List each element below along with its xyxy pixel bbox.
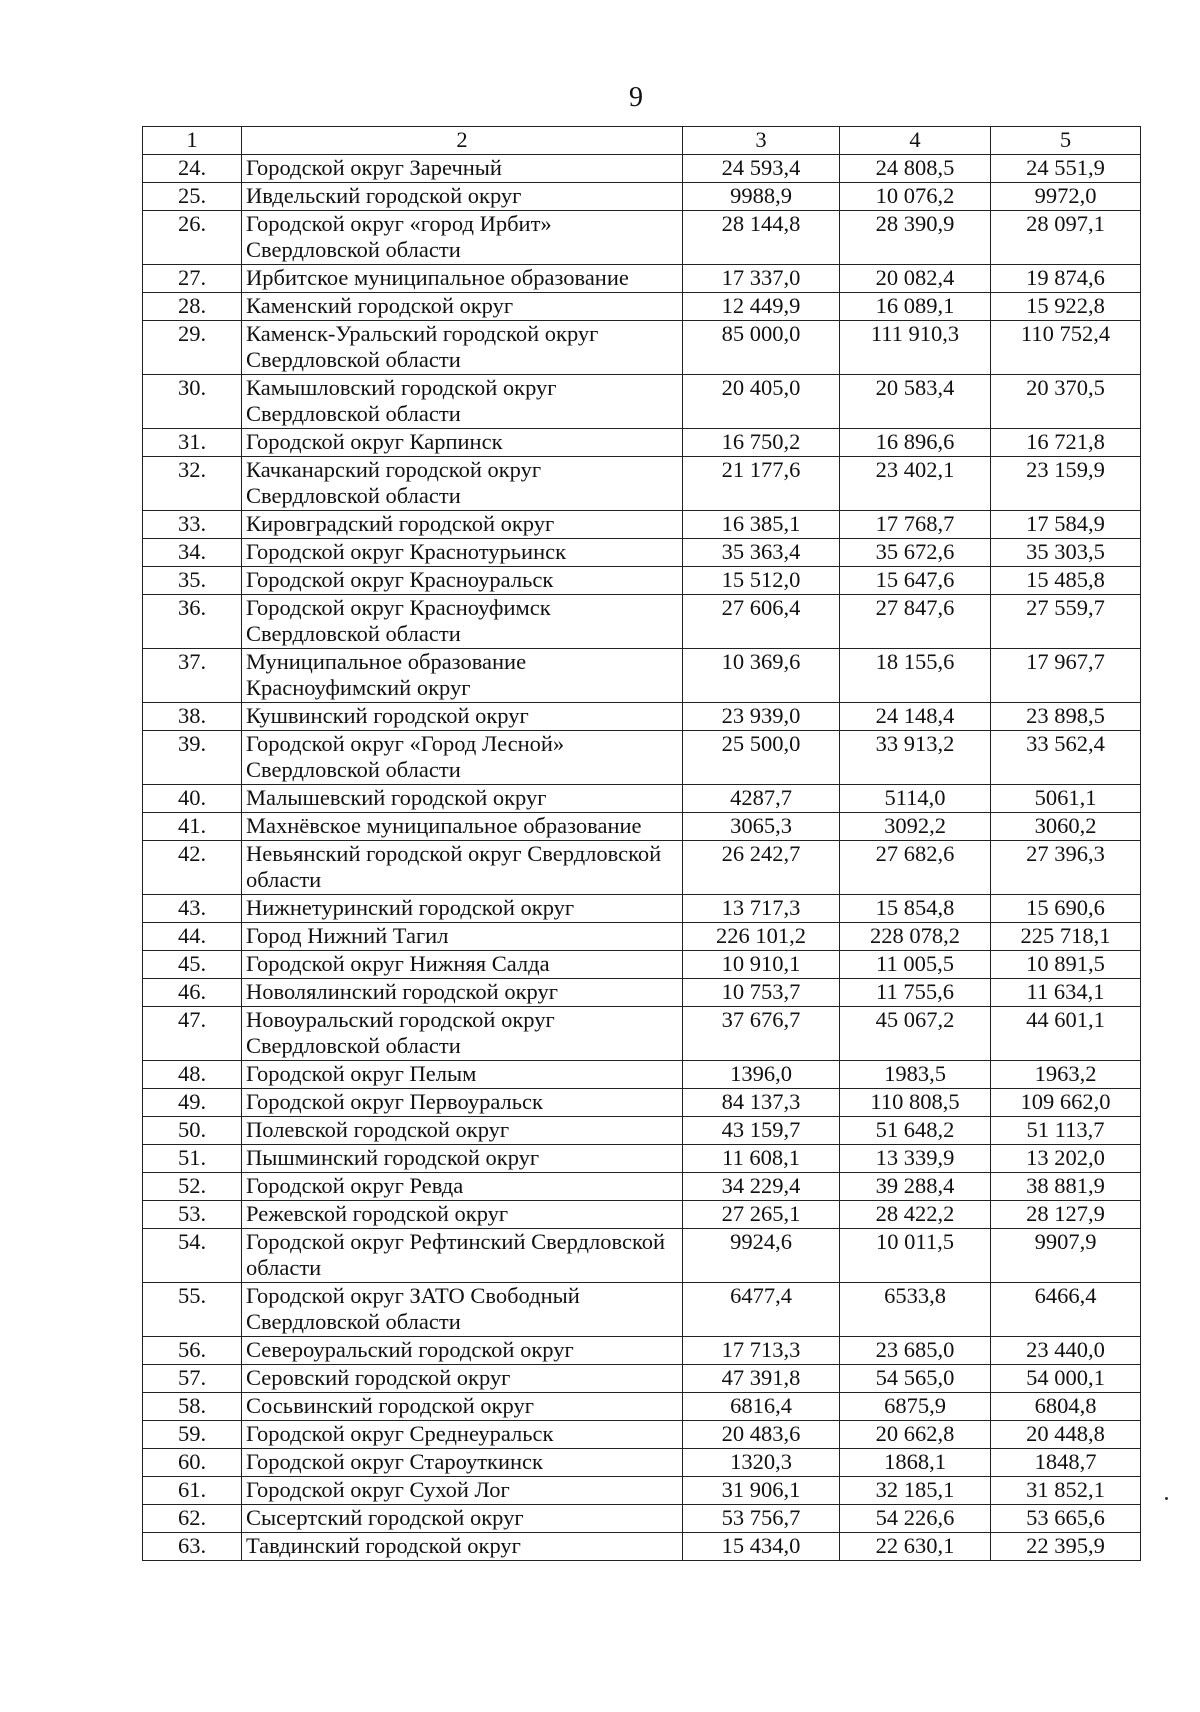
column-3-value-cell: 9924,6 — [683, 1229, 840, 1283]
column-4-value-cell: 110 808,5 — [840, 1089, 991, 1117]
table-row — [143, 979, 1141, 1007]
table-row — [143, 703, 1141, 731]
row-number-cell: 26. — [143, 211, 242, 265]
column-4-value-cell: 17 768,7 — [840, 511, 991, 539]
municipality-name-cell: Городской округ Среднеуральск — [242, 1421, 683, 1449]
column-5-value-cell: 9972,0 — [991, 183, 1141, 211]
column-3-value-cell: 24 593,4 — [683, 155, 840, 183]
column-4-value-cell: 11 755,6 — [840, 979, 991, 1007]
column-3-value-cell: 1396,0 — [683, 1061, 840, 1089]
column-4-value-cell: 16 089,1 — [840, 293, 991, 321]
table-row — [143, 183, 1141, 211]
table-row — [143, 595, 1141, 649]
row-number-cell: 45. — [143, 951, 242, 979]
municipality-name-cell: Сосьвинский городской округ — [242, 1393, 683, 1421]
column-5-value-cell: 3060,2 — [991, 813, 1141, 841]
column-4-value-cell: 23 685,0 — [840, 1337, 991, 1365]
row-number-cell: 53. — [143, 1201, 242, 1229]
column-5-value-cell: 6466,4 — [991, 1283, 1141, 1337]
header-cell-5: 5 — [991, 127, 1141, 155]
column-5-value-cell: 17 967,7 — [991, 649, 1141, 703]
column-4-value-cell: 39 288,4 — [840, 1173, 991, 1201]
column-4-value-cell: 51 648,2 — [840, 1117, 991, 1145]
column-4-value-cell: 22 630,1 — [840, 1533, 991, 1561]
column-3-value-cell: 1320,3 — [683, 1449, 840, 1477]
table-row — [143, 1477, 1141, 1505]
header-cell-4: 4 — [840, 127, 991, 155]
table-row — [143, 321, 1141, 375]
table-row — [143, 731, 1141, 785]
municipality-name-cell: Сысертский городской округ — [242, 1505, 683, 1533]
municipality-name-cell: Полевской городской округ — [242, 1117, 683, 1145]
column-4-value-cell: 1868,1 — [840, 1449, 991, 1477]
table-row — [143, 1421, 1141, 1449]
column-4-value-cell: 13 339,9 — [840, 1145, 991, 1173]
data-table — [142, 126, 1141, 1561]
column-4-value-cell: 24 148,4 — [840, 703, 991, 731]
row-number-cell: 50. — [143, 1117, 242, 1145]
row-number-cell: 44. — [143, 923, 242, 951]
table-row — [143, 785, 1141, 813]
column-5-value-cell: 28 127,9 — [991, 1201, 1141, 1229]
column-3-value-cell: 15 512,0 — [683, 567, 840, 595]
column-5-value-cell: 54 000,1 — [991, 1365, 1141, 1393]
column-3-value-cell: 10 910,1 — [683, 951, 840, 979]
municipality-name-cell: Городской округ Сухой Лог — [242, 1477, 683, 1505]
municipality-name-cell: Тавдинский городской округ — [242, 1533, 683, 1561]
municipality-name-cell: Североуральский городской округ — [242, 1337, 683, 1365]
column-5-value-cell: 15 485,8 — [991, 567, 1141, 595]
column-4-value-cell: 11 005,5 — [840, 951, 991, 979]
column-4-value-cell: 20 583,4 — [840, 375, 991, 429]
row-number-cell: 34. — [143, 539, 242, 567]
column-3-value-cell: 226 101,2 — [683, 923, 840, 951]
column-3-value-cell: 17 337,0 — [683, 265, 840, 293]
column-4-value-cell: 27 682,6 — [840, 841, 991, 895]
row-number-cell: 40. — [143, 785, 242, 813]
column-3-value-cell: 35 363,4 — [683, 539, 840, 567]
row-number-cell: 38. — [143, 703, 242, 731]
table-row — [143, 293, 1141, 321]
header-cell-2: 2 — [242, 127, 683, 155]
column-4-value-cell: 28 422,2 — [840, 1201, 991, 1229]
municipality-name-cell: Городской округ Карпинск — [242, 429, 683, 457]
column-5-value-cell: 31 852,1 — [991, 1477, 1141, 1505]
column-5-value-cell: 28 097,1 — [991, 211, 1141, 265]
municipality-name-cell: Городской округ Заречный — [242, 155, 683, 183]
municipality-name-cell: Городской округ Первоуральск — [242, 1089, 683, 1117]
column-4-value-cell: 10 011,5 — [840, 1229, 991, 1283]
municipality-name-cell: Городской округ Ревда — [242, 1173, 683, 1201]
table-row — [143, 1061, 1141, 1089]
municipality-name-cell: Кушвинский городской округ — [242, 703, 683, 731]
header-cell-1: 1 — [143, 127, 242, 155]
column-3-value-cell: 6477,4 — [683, 1283, 840, 1337]
row-number-cell: 49. — [143, 1089, 242, 1117]
table-row — [143, 1007, 1141, 1061]
row-number-cell: 25. — [143, 183, 242, 211]
column-3-value-cell: 17 713,3 — [683, 1337, 840, 1365]
column-4-value-cell: 20 082,4 — [840, 265, 991, 293]
municipality-name-cell: Городской округ Красноуфимск Свердловской области — [242, 595, 683, 649]
column-5-value-cell: 15 922,8 — [991, 293, 1141, 321]
column-4-value-cell: 54 226,6 — [840, 1505, 991, 1533]
municipality-name-cell: Новоуральский городской округ Свердловской области — [242, 1007, 683, 1061]
column-4-value-cell: 228 078,2 — [840, 923, 991, 951]
table-body — [143, 155, 1141, 1561]
column-5-value-cell: 15 690,6 — [991, 895, 1141, 923]
column-5-value-cell: 27 559,7 — [991, 595, 1141, 649]
municipality-name-cell: Городской округ ЗАТО Свободный Свердловской области — [242, 1283, 683, 1337]
row-number-cell: 63. — [143, 1533, 242, 1561]
row-number-cell: 46. — [143, 979, 242, 1007]
column-3-value-cell: 12 449,9 — [683, 293, 840, 321]
column-3-value-cell: 34 229,4 — [683, 1173, 840, 1201]
column-3-value-cell: 4287,7 — [683, 785, 840, 813]
table-row — [143, 1283, 1141, 1337]
row-number-cell: 30. — [143, 375, 242, 429]
row-number-cell: 27. — [143, 265, 242, 293]
column-4-value-cell: 28 390,9 — [840, 211, 991, 265]
row-number-cell: 62. — [143, 1505, 242, 1533]
row-number-cell: 61. — [143, 1477, 242, 1505]
table-row — [143, 211, 1141, 265]
column-3-value-cell: 13 717,3 — [683, 895, 840, 923]
header-row — [143, 127, 1141, 155]
table-row — [143, 265, 1141, 293]
column-4-value-cell: 6533,8 — [840, 1283, 991, 1337]
column-5-value-cell: 20 448,8 — [991, 1421, 1141, 1449]
column-4-value-cell: 20 662,8 — [840, 1421, 991, 1449]
column-5-value-cell: 51 113,7 — [991, 1117, 1141, 1145]
row-number-cell: 54. — [143, 1229, 242, 1283]
row-number-cell: 52. — [143, 1173, 242, 1201]
row-number-cell: 60. — [143, 1449, 242, 1477]
row-number-cell: 35. — [143, 567, 242, 595]
municipality-name-cell: Городской округ Краснотурьинск — [242, 539, 683, 567]
column-5-value-cell: 9907,9 — [991, 1229, 1141, 1283]
column-4-value-cell: 32 185,1 — [840, 1477, 991, 1505]
municipality-name-cell: Качканарский городской округ Свердловской области — [242, 457, 683, 511]
column-4-value-cell: 3092,2 — [840, 813, 991, 841]
column-5-value-cell: 1963,2 — [991, 1061, 1141, 1089]
column-3-value-cell: 10 369,6 — [683, 649, 840, 703]
column-3-value-cell: 26 242,7 — [683, 841, 840, 895]
municipality-name-cell: Городской округ Красноуральск — [242, 567, 683, 595]
table-row — [143, 1201, 1141, 1229]
municipality-name-cell: Ирбитское муниципальное образование — [242, 265, 683, 293]
column-5-value-cell: 19 874,6 — [991, 265, 1141, 293]
municipality-name-cell: Каменск-Уральский городской округ Свердловской области — [242, 321, 683, 375]
column-5-value-cell: 109 662,0 — [991, 1089, 1141, 1117]
table-row — [143, 1365, 1141, 1393]
column-5-value-cell: 20 370,5 — [991, 375, 1141, 429]
column-3-value-cell: 6816,4 — [683, 1393, 840, 1421]
municipality-name-cell: Городской округ «Город Лесной» Свердловской области — [242, 731, 683, 785]
column-5-value-cell: 24 551,9 — [991, 155, 1141, 183]
column-3-value-cell: 85 000,0 — [683, 321, 840, 375]
column-5-value-cell: 11 634,1 — [991, 979, 1141, 1007]
municipality-name-cell: Городской округ Нижняя Салда — [242, 951, 683, 979]
table-row — [143, 539, 1141, 567]
municipality-name-cell: Серовский городской округ — [242, 1365, 683, 1393]
column-5-value-cell: 53 665,6 — [991, 1505, 1141, 1533]
column-4-value-cell: 15 854,8 — [840, 895, 991, 923]
table-row — [143, 1173, 1141, 1201]
column-5-value-cell: 225 718,1 — [991, 923, 1141, 951]
table-row — [143, 951, 1141, 979]
column-4-value-cell: 24 808,5 — [840, 155, 991, 183]
column-5-value-cell: 22 395,9 — [991, 1533, 1141, 1561]
column-3-value-cell: 21 177,6 — [683, 457, 840, 511]
row-number-cell: 37. — [143, 649, 242, 703]
table-row — [143, 813, 1141, 841]
column-4-value-cell: 5114,0 — [840, 785, 991, 813]
municipality-name-cell: Махнёвское муниципальное образование — [242, 813, 683, 841]
row-number-cell: 56. — [143, 1337, 242, 1365]
row-number-cell: 42. — [143, 841, 242, 895]
municipality-name-cell: Ивдельский городской округ — [242, 183, 683, 211]
column-3-value-cell: 27 265,1 — [683, 1201, 840, 1229]
table-row — [143, 1505, 1141, 1533]
municipality-name-cell: Пышминский городской округ — [242, 1145, 683, 1173]
column-4-value-cell: 10 076,2 — [840, 183, 991, 211]
column-5-value-cell: 13 202,0 — [991, 1145, 1141, 1173]
row-number-cell: 43. — [143, 895, 242, 923]
municipality-name-cell: Камышловский городской округ Свердловской области — [242, 375, 683, 429]
column-3-value-cell: 84 137,3 — [683, 1089, 840, 1117]
column-3-value-cell: 47 391,8 — [683, 1365, 840, 1393]
municipality-name-cell: Город Нижний Тагил — [242, 923, 683, 951]
municipality-name-cell: Малышевский городской округ — [242, 785, 683, 813]
table-row — [143, 895, 1141, 923]
table-row — [143, 1229, 1141, 1283]
table-row — [143, 923, 1141, 951]
column-5-value-cell: 35 303,5 — [991, 539, 1141, 567]
column-3-value-cell: 20 483,6 — [683, 1421, 840, 1449]
column-3-value-cell: 16 385,1 — [683, 511, 840, 539]
column-4-value-cell: 15 647,6 — [840, 567, 991, 595]
table-row — [143, 1337, 1141, 1365]
municipality-name-cell: Каменский городской округ — [242, 293, 683, 321]
column-3-value-cell: 25 500,0 — [683, 731, 840, 785]
header-cell-3: 3 — [683, 127, 840, 155]
column-3-value-cell: 11 608,1 — [683, 1145, 840, 1173]
table-row — [143, 1089, 1141, 1117]
column-3-value-cell: 28 144,8 — [683, 211, 840, 265]
column-3-value-cell: 16 750,2 — [683, 429, 840, 457]
column-5-value-cell: 38 881,9 — [991, 1173, 1141, 1201]
page-number: 9 — [629, 82, 643, 113]
table-row — [143, 567, 1141, 595]
row-number-cell: 31. — [143, 429, 242, 457]
column-3-value-cell: 27 606,4 — [683, 595, 840, 649]
table-row — [143, 1449, 1141, 1477]
municipality-name-cell: Городской округ Рефтинский Свердловской области — [242, 1229, 683, 1283]
table-row — [143, 1393, 1141, 1421]
column-5-value-cell: 5061,1 — [991, 785, 1141, 813]
column-4-value-cell: 27 847,6 — [840, 595, 991, 649]
row-number-cell: 48. — [143, 1061, 242, 1089]
row-number-cell: 55. — [143, 1283, 242, 1337]
row-number-cell: 57. — [143, 1365, 242, 1393]
column-3-value-cell: 9988,9 — [683, 183, 840, 211]
column-5-value-cell: 23 440,0 — [991, 1337, 1141, 1365]
column-4-value-cell: 54 565,0 — [840, 1365, 991, 1393]
municipality-name-cell: Нижнетуринский городской округ — [242, 895, 683, 923]
municipality-name-cell: Муниципальное образование Красноуфимский округ — [242, 649, 683, 703]
column-4-value-cell: 6875,9 — [840, 1393, 991, 1421]
column-4-value-cell: 23 402,1 — [840, 457, 991, 511]
column-5-value-cell: 44 601,1 — [991, 1007, 1141, 1061]
table-row — [143, 649, 1141, 703]
column-3-value-cell: 15 434,0 — [683, 1533, 840, 1561]
column-5-value-cell: 17 584,9 — [991, 511, 1141, 539]
column-4-value-cell: 111 910,3 — [840, 321, 991, 375]
column-4-value-cell: 16 896,6 — [840, 429, 991, 457]
municipality-name-cell: Городской округ Пелым — [242, 1061, 683, 1089]
column-3-value-cell: 20 405,0 — [683, 375, 840, 429]
column-4-value-cell: 45 067,2 — [840, 1007, 991, 1061]
column-4-value-cell: 18 155,6 — [840, 649, 991, 703]
municipality-name-cell: Новолялинский городской округ — [242, 979, 683, 1007]
column-5-value-cell: 110 752,4 — [991, 321, 1141, 375]
row-number-cell: 51. — [143, 1145, 242, 1173]
row-number-cell: 39. — [143, 731, 242, 785]
column-3-value-cell: 53 756,7 — [683, 1505, 840, 1533]
row-number-cell: 41. — [143, 813, 242, 841]
column-4-value-cell: 35 672,6 — [840, 539, 991, 567]
column-4-value-cell: 33 913,2 — [840, 731, 991, 785]
row-number-cell: 59. — [143, 1421, 242, 1449]
municipality-name-cell: Городской округ Староуткинск — [242, 1449, 683, 1477]
row-number-cell: 24. — [143, 155, 242, 183]
column-5-value-cell: 10 891,5 — [991, 951, 1141, 979]
column-5-value-cell: 33 562,4 — [991, 731, 1141, 785]
municipality-name-cell: Невьянский городской округ Свердловской области — [242, 841, 683, 895]
column-5-value-cell: 23 898,5 — [991, 703, 1141, 731]
column-5-value-cell: 6804,8 — [991, 1393, 1141, 1421]
row-number-cell: 32. — [143, 457, 242, 511]
row-number-cell: 36. — [143, 595, 242, 649]
table-row — [143, 511, 1141, 539]
column-3-value-cell: 23 939,0 — [683, 703, 840, 731]
column-5-value-cell: 23 159,9 — [991, 457, 1141, 511]
scan-speck — [1165, 1497, 1168, 1500]
table-row — [143, 1145, 1141, 1173]
column-5-value-cell: 27 396,3 — [991, 841, 1141, 895]
table-row — [143, 155, 1141, 183]
municipality-name-cell: Городской округ «город Ирбит» Свердловской области — [242, 211, 683, 265]
column-3-value-cell: 31 906,1 — [683, 1477, 840, 1505]
table-row — [143, 429, 1141, 457]
row-number-cell: 29. — [143, 321, 242, 375]
table-row — [143, 1533, 1141, 1561]
row-number-cell: 33. — [143, 511, 242, 539]
column-4-value-cell: 1983,5 — [840, 1061, 991, 1089]
column-3-value-cell: 37 676,7 — [683, 1007, 840, 1061]
column-3-value-cell: 3065,3 — [683, 813, 840, 841]
table-row — [143, 375, 1141, 429]
column-3-value-cell: 43 159,7 — [683, 1117, 840, 1145]
table-row — [143, 1117, 1141, 1145]
row-number-cell: 47. — [143, 1007, 242, 1061]
table-row — [143, 457, 1141, 511]
column-5-value-cell: 16 721,8 — [991, 429, 1141, 457]
row-number-cell: 28. — [143, 293, 242, 321]
row-number-cell: 58. — [143, 1393, 242, 1421]
column-3-value-cell: 10 753,7 — [683, 979, 840, 1007]
municipality-name-cell: Режевской городской округ — [242, 1201, 683, 1229]
table-row — [143, 841, 1141, 895]
column-5-value-cell: 1848,7 — [991, 1449, 1141, 1477]
municipality-name-cell: Кировградский городской округ — [242, 511, 683, 539]
